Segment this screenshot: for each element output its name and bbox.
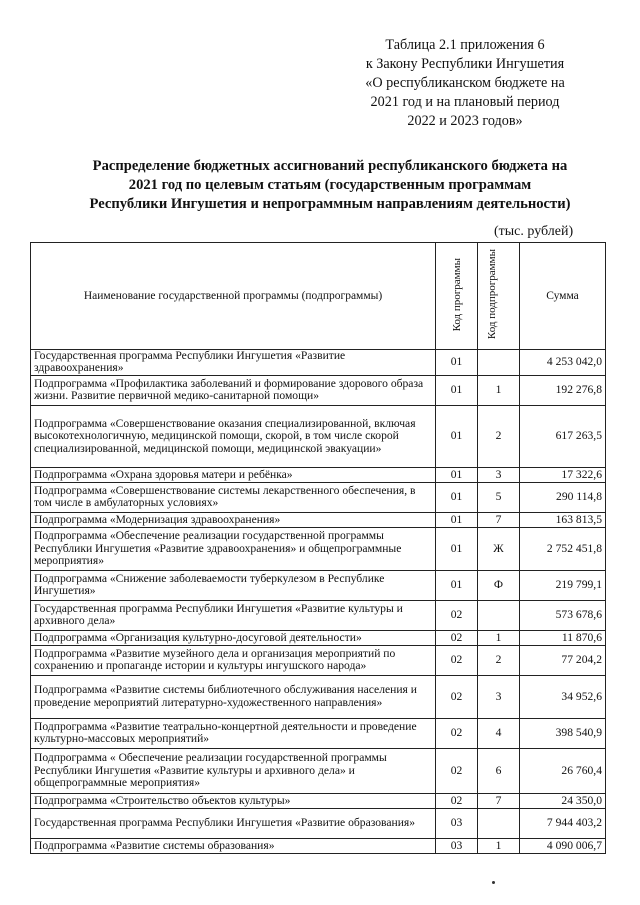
header-line-3: «О республиканском бюджете на xyxy=(365,75,565,91)
header-line-1: Таблица 2.1 приложения 6 xyxy=(385,37,545,53)
row-name: Подпрограмма « Обеспечение реализации государственной программы Республики Ингушетия «Развитие культуры и архивного дела» и общепрограммные мероприятия» xyxy=(31,748,436,793)
title-line-1: Распределение бюджетных ассигнований республиканского бюджета на xyxy=(92,158,568,174)
row-name: Государственная программа Республики Ингушетия «Развитие здравоохранения» xyxy=(31,350,436,376)
row-subprogram-code: 7 xyxy=(478,512,520,527)
row-subprogram-code: 6 xyxy=(478,748,520,793)
table-row xyxy=(31,748,606,793)
row-subprogram-code: Ж xyxy=(478,527,520,570)
row-program-code: 03 xyxy=(436,808,478,838)
row-name: Подпрограмма «Организация культурно-досуговой деятельности» xyxy=(31,630,436,645)
document-header xyxy=(330,36,600,131)
row-subprogram-code: 7 xyxy=(478,793,520,808)
row-program-code: 02 xyxy=(436,675,478,718)
row-program-code: 01 xyxy=(436,350,478,376)
table-row xyxy=(31,467,606,482)
row-subprogram-code: Ф xyxy=(478,570,520,600)
row-sum: 617 263,5 xyxy=(520,405,606,467)
row-program-code: 01 xyxy=(436,467,478,482)
row-name: Подпрограмма «Обеспечение реализации государственной программы Республики Ингушетия «Развитие здравоохранения» и общепрограммные мероприятия» xyxy=(31,527,436,570)
row-sum: 26 760,4 xyxy=(520,748,606,793)
table-row xyxy=(31,600,606,630)
table-row xyxy=(31,527,606,570)
budget-table xyxy=(30,242,606,854)
table-row xyxy=(31,838,606,853)
row-subprogram-code xyxy=(478,808,520,838)
row-subprogram-code: 5 xyxy=(478,482,520,512)
header-subprogram-code: Код подпрограммы xyxy=(478,243,520,350)
row-subprogram-code: 1 xyxy=(478,630,520,645)
table-row xyxy=(31,718,606,748)
row-sum: 573 678,6 xyxy=(520,600,606,630)
row-name: Подпрограмма «Развитие системы образования» xyxy=(31,838,436,853)
row-name: Подпрограмма «Модернизация здравоохранения» xyxy=(31,512,436,527)
row-program-code: 02 xyxy=(436,748,478,793)
table-row xyxy=(31,570,606,600)
row-subprogram-code: 2 xyxy=(478,645,520,675)
title-line-3: Республики Ингушетия и непрограммным направлениям деятельности) xyxy=(89,196,571,212)
row-name: Подпрограмма «Снижение заболеваемости туберкулезом в Республике Ингушетия» xyxy=(31,570,436,600)
row-sum: 290 114,8 xyxy=(520,482,606,512)
table-row xyxy=(31,630,606,645)
row-subprogram-code xyxy=(478,600,520,630)
row-name: Государственная программа Республики Ингушетия «Развитие культуры и архивного дела» xyxy=(31,600,436,630)
header-line-5: 2022 и 2023 годов» xyxy=(407,113,523,129)
row-program-code: 02 xyxy=(436,600,478,630)
header-program-code: Код программы xyxy=(436,243,478,350)
row-sum: 4 090 006,7 xyxy=(520,838,606,853)
row-subprogram-code: 2 xyxy=(478,405,520,467)
row-program-code: 03 xyxy=(436,838,478,853)
row-subprogram-code: 3 xyxy=(478,675,520,718)
row-subprogram-code: 1 xyxy=(478,838,520,853)
table-row xyxy=(31,675,606,718)
row-program-code: 02 xyxy=(436,645,478,675)
row-name: Государственная программа Республики Ингушетия «Развитие образования» xyxy=(31,808,436,838)
row-program-code: 01 xyxy=(436,527,478,570)
row-sum: 77 204,2 xyxy=(520,645,606,675)
table-row xyxy=(31,482,606,512)
table-row xyxy=(31,375,606,405)
table-row xyxy=(31,645,606,675)
header-line-4: 2021 год и на плановый период xyxy=(370,94,560,110)
header-line-2: к Закону Республики Ингушетия xyxy=(365,56,565,72)
row-name: Подпрограмма «Совершенствование системы лекарственного обеспечения, в том числе в амбулаторных условиях» xyxy=(31,482,436,512)
header-name: Наименование государственной программы (подпрограммы) xyxy=(31,243,436,350)
row-subprogram-code: 1 xyxy=(478,375,520,405)
row-program-code: 02 xyxy=(436,630,478,645)
row-subprogram-code: 4 xyxy=(478,718,520,748)
row-sum: 192 276,8 xyxy=(520,375,606,405)
row-sum: 2 752 451,8 xyxy=(520,527,606,570)
row-program-code: 01 xyxy=(436,375,478,405)
row-name: Подпрограмма «Охрана здоровья матери и ребёнка» xyxy=(31,467,436,482)
row-sum: 163 813,5 xyxy=(520,512,606,527)
row-program-code: 02 xyxy=(436,793,478,808)
row-sum: 219 799,1 xyxy=(520,570,606,600)
table-row xyxy=(31,405,606,467)
row-program-code: 01 xyxy=(436,482,478,512)
row-name: Подпрограмма «Развитие системы библиотечного обслуживания населения и проведение мероприятий литературно-художественного направления» xyxy=(31,675,436,718)
row-name: Подпрограмма «Строительство объектов культуры» xyxy=(31,793,436,808)
table-row xyxy=(31,512,606,527)
title-line-2: 2021 год по целевым статьям (государственным программам xyxy=(128,177,532,193)
table-row xyxy=(31,793,606,808)
row-name: Подпрограмма «Развитие музейного дела и организация мероприятий по сохранению и пропаганде истории и культуры ингушского народа» xyxy=(31,645,436,675)
row-name: Подпрограмма «Совершенствование оказания специализированной, включая высокотехнологичную, медицинской помощи, скорой, в том числе скорой специализированной, медицинской помощи, медицинской эвакуации» xyxy=(31,405,436,467)
row-sum: 398 540,9 xyxy=(520,718,606,748)
row-program-code: 01 xyxy=(436,570,478,600)
row-sum: 34 952,6 xyxy=(520,675,606,718)
row-sum: 4 253 042,0 xyxy=(520,350,606,376)
table-row xyxy=(31,350,606,376)
row-subprogram-code: 3 xyxy=(478,467,520,482)
row-name: Подпрограмма «Развитие театрально-концертной деятельности и проведение культурно-массовых мероприятий» xyxy=(31,718,436,748)
row-name: Подпрограмма «Профилактика заболеваний и формирование здорового образа жизни. Развитие первичной медико-санитарной помощи» xyxy=(31,375,436,405)
table-header-row xyxy=(31,243,606,350)
header-sum: Сумма xyxy=(520,243,606,350)
row-sum: 17 322,6 xyxy=(520,467,606,482)
table-row xyxy=(31,808,606,838)
row-sum: 11 870,6 xyxy=(520,630,606,645)
row-program-code: 01 xyxy=(436,405,478,467)
row-program-code: 02 xyxy=(436,718,478,748)
row-sum: 7 944 403,2 xyxy=(520,808,606,838)
units-label: (тыс. рублей) xyxy=(494,224,574,239)
row-program-code: 01 xyxy=(436,512,478,527)
row-sum: 24 350,0 xyxy=(520,793,606,808)
scan-speck xyxy=(492,881,495,884)
document-title xyxy=(60,157,600,214)
row-subprogram-code xyxy=(478,350,520,376)
